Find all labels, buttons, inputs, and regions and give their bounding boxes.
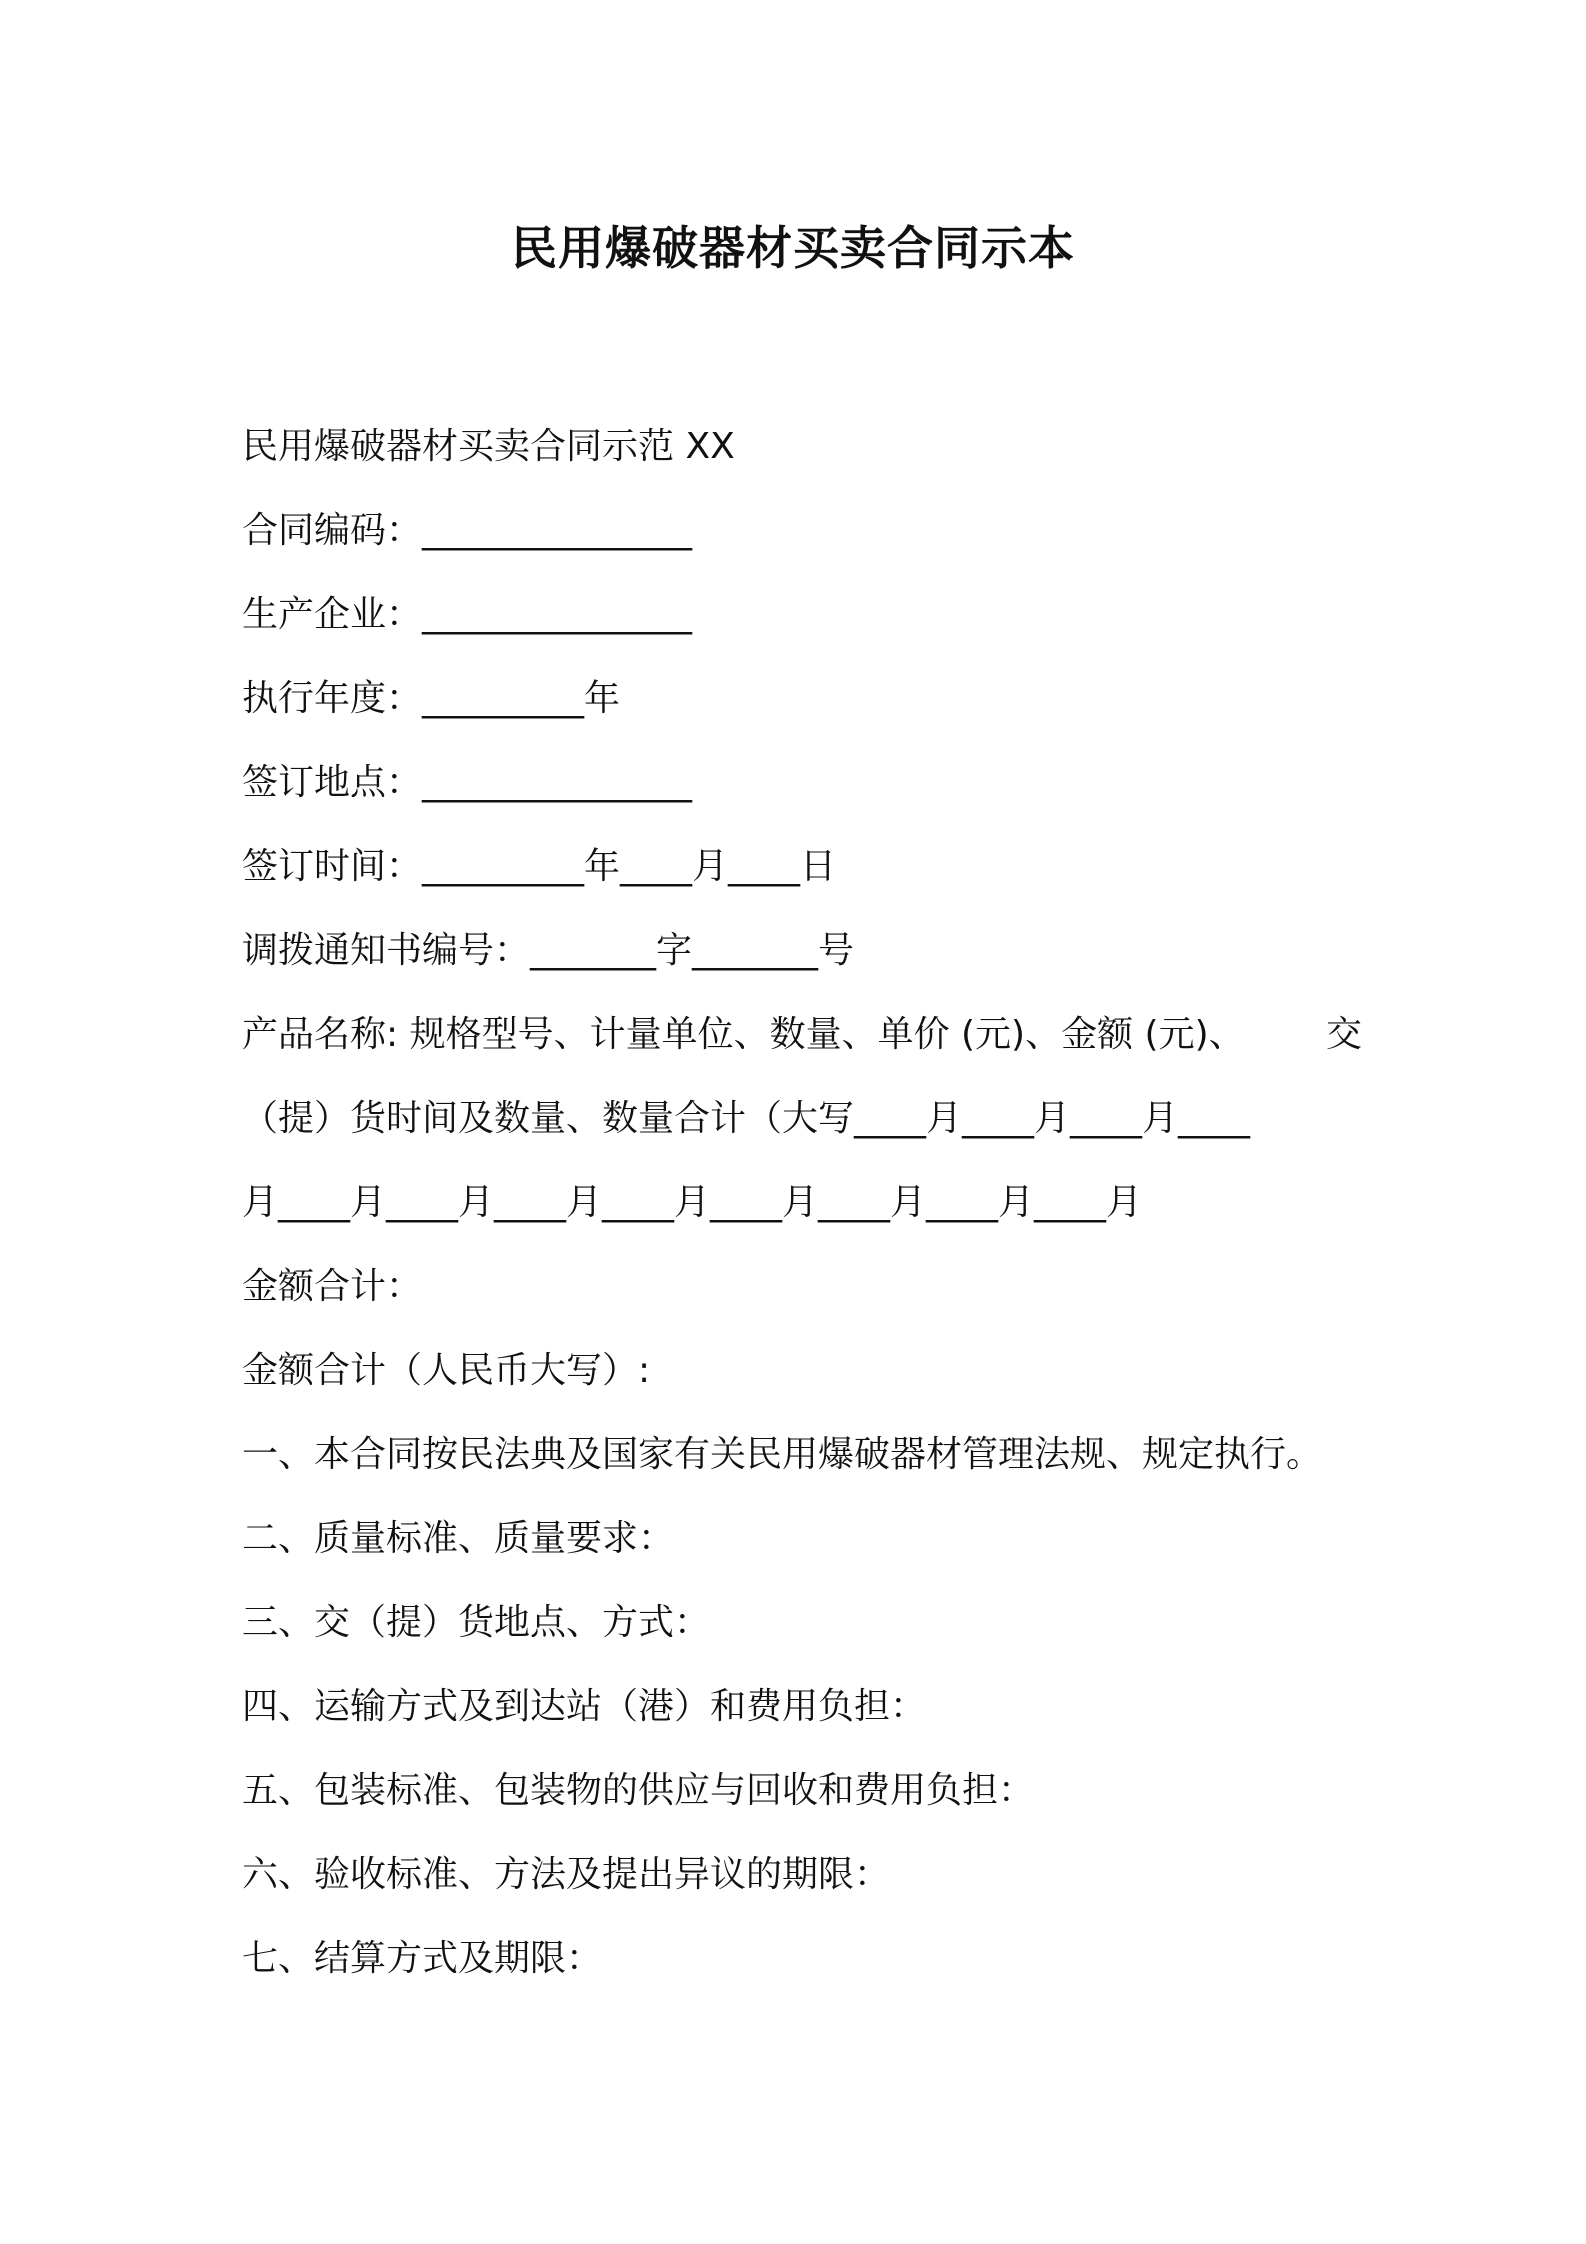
product-line-3: 月____月____月____月____月____月____月____月____月 bbox=[242, 1182, 1142, 1223]
document-subtitle: 民用爆破器材买卖合同示范 XX bbox=[242, 426, 735, 467]
signing-time-field: 签订时间：_________年____月____日 bbox=[242, 846, 837, 887]
clause-1: 一、本合同按民法典及国家有关民用爆破器材管理法规、规定执行。 bbox=[242, 1434, 1323, 1475]
document-body bbox=[242, 405, 1362, 2001]
clause-6: 六、验收标准、方法及提出异议的期限： bbox=[242, 1854, 891, 1895]
clause-4: 四、运输方式及到达站（港）和费用负担： bbox=[242, 1686, 927, 1727]
clause-3: 三、交（提）货地点、方式： bbox=[242, 1602, 711, 1643]
amount-total: 金额合计： bbox=[242, 1266, 423, 1307]
signing-place-field: 签订地点：_______________ bbox=[242, 762, 693, 803]
product-line-1-main: 产品名称: 规格型号、计量单位、数量、单价 (元)、金额 (元)、 bbox=[242, 1014, 1245, 1055]
contract-number-field: 合同编码：_______________ bbox=[242, 510, 693, 551]
document-title: 民用爆破器材买卖合同示本 bbox=[511, 221, 1075, 275]
manufacturer-field: 生产企业：_______________ bbox=[242, 594, 693, 635]
clause-7: 七、结算方式及期限： bbox=[242, 1938, 603, 1979]
product-line-1-end: 交 bbox=[1325, 1014, 1362, 1055]
product-line-1 bbox=[242, 993, 1362, 1077]
clause-2: 二、质量标准、质量要求： bbox=[242, 1518, 675, 1559]
amount-total-rmb: 金额合计（人民币大写）: bbox=[242, 1350, 651, 1391]
execution-year-field: 执行年度：_________年 bbox=[242, 678, 621, 719]
allocation-notice-number-field: 调拨通知书编号：_______字_______号 bbox=[242, 930, 855, 971]
product-line-2: （提）货时间及数量、数量合计（大写____月____月____月____ bbox=[242, 1098, 1251, 1139]
clause-5: 五、包装标准、包装物的供应与回收和费用负担： bbox=[242, 1770, 1035, 1811]
